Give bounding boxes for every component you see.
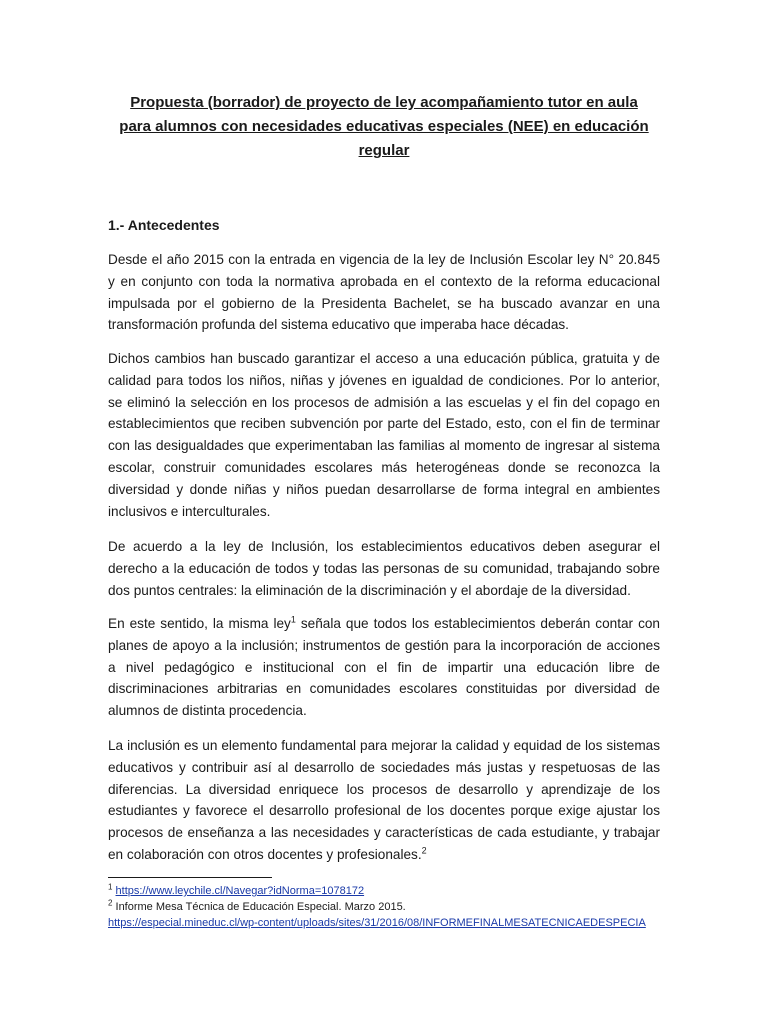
footnote-ref-1[interactable]: 1 (290, 614, 296, 625)
title-line-1: Propuesta (borrador) de proyecto de ley acompañamiento tutor en aula (130, 94, 638, 111)
paragraph-4 (108, 613, 660, 722)
paragraph-5 (108, 735, 660, 866)
footnote-2-url-line (108, 915, 668, 931)
footnote-1-link[interactable]: https://www.leychile.cl/Navegar?idNorma=1078172 (115, 885, 365, 897)
footnote-2 (108, 899, 668, 915)
footnote-1-number: 1 (108, 883, 113, 892)
paragraph-2: Dichos cambios han buscado garantizar el acceso a una educación pública, gratuita y de calidad para todos los niños, niñas y jóvenes en igualdad de condiciones. Por lo anterior, se eliminó la selección en los procesos de admisión a las escuelas y el fin del copago en establecimientos que reciben subvención por parte del Estado, esto, con el fin de terminar con las desigualdades que experimentaban las familias al momento de ingresar al sistema escolar, construir comunidades escolares más heterogéneas donde se reconozca la diversidad y donde niñas y niños puedan desarrollarse de forma integral en ambientes inclusivos e interculturales. (108, 351, 660, 519)
footnote-ref-2[interactable]: 2 (421, 845, 427, 856)
paragraph-3: De acuerdo a la ley de Inclusión, los establecimientos educativos deben asegurar el derecho a la educación de todos y todas las personas de su comunidad, trabajando sobre dos puntos centrales: la eliminación de la discriminación y el abordaje de la diversidad. (108, 539, 660, 598)
paragraph-4-start: En este sentido, la misma ley (108, 616, 291, 631)
footnotes (108, 883, 668, 931)
footnote-divider (108, 877, 272, 878)
paragraph-1: Desde el año 2015 con la entrada en vigencia de la ley de Inclusión Escolar ley N° 20.845 y en conjunto con toda la normativa aprobada en el contexto de la reforma educacional impulsada por el gobierno de la Presidenta Bachelet, se ha buscado avanzar en una transformación profunda del sistema educativo que imperaba hace décadas. (108, 252, 660, 333)
footnote-2-text: Informe Mesa Técnica de Educación Especial. Marzo 2015. (112, 901, 406, 913)
section-heading: 1.- Antecedentes (108, 217, 220, 233)
document-title (108, 91, 660, 163)
paragraph-5-text: La inclusión es un elemento fundamental para mejorar la calidad y equidad de los sistemas educativos y contribuir así al desarrollo de sociedades más justas y respetuosas de las diferencias. La diversidad enriquece los procesos de desarrollo y aprendizaje de los estudiantes y favorece el desarrollo profesional de los docentes porque exige ajustar los procesos de enseñanza a las necesidades y características de cada estudiante, y trabajar en colaboración con otros docentes y profesionales. (108, 738, 660, 862)
title-line-2: para alumnos con necesidades educativas especiales (NEE) en educación (119, 118, 649, 135)
footnote-1 (108, 883, 668, 899)
footnote-2-number: 2 (108, 899, 113, 908)
paragraph-4-rest: señala que todos los establecimientos deberán contar con planes de apoyo a la inclusión; instrumentos de gestión para la incorporación de acciones a nivel pedagógico e institucional con el fin de impartir una educación libre de discriminaciones arbitrarias en comunidades escolares constituidas por diversidad de alumnos de distinta procedencia. (108, 616, 660, 719)
footnote-2-link[interactable]: https://especial.mineduc.cl/wp-content/uploads/sites/31/2016/08/INFORMEFINALMESATECNICAEDESPECIA (108, 917, 646, 929)
title-line-3: regular (358, 142, 410, 159)
